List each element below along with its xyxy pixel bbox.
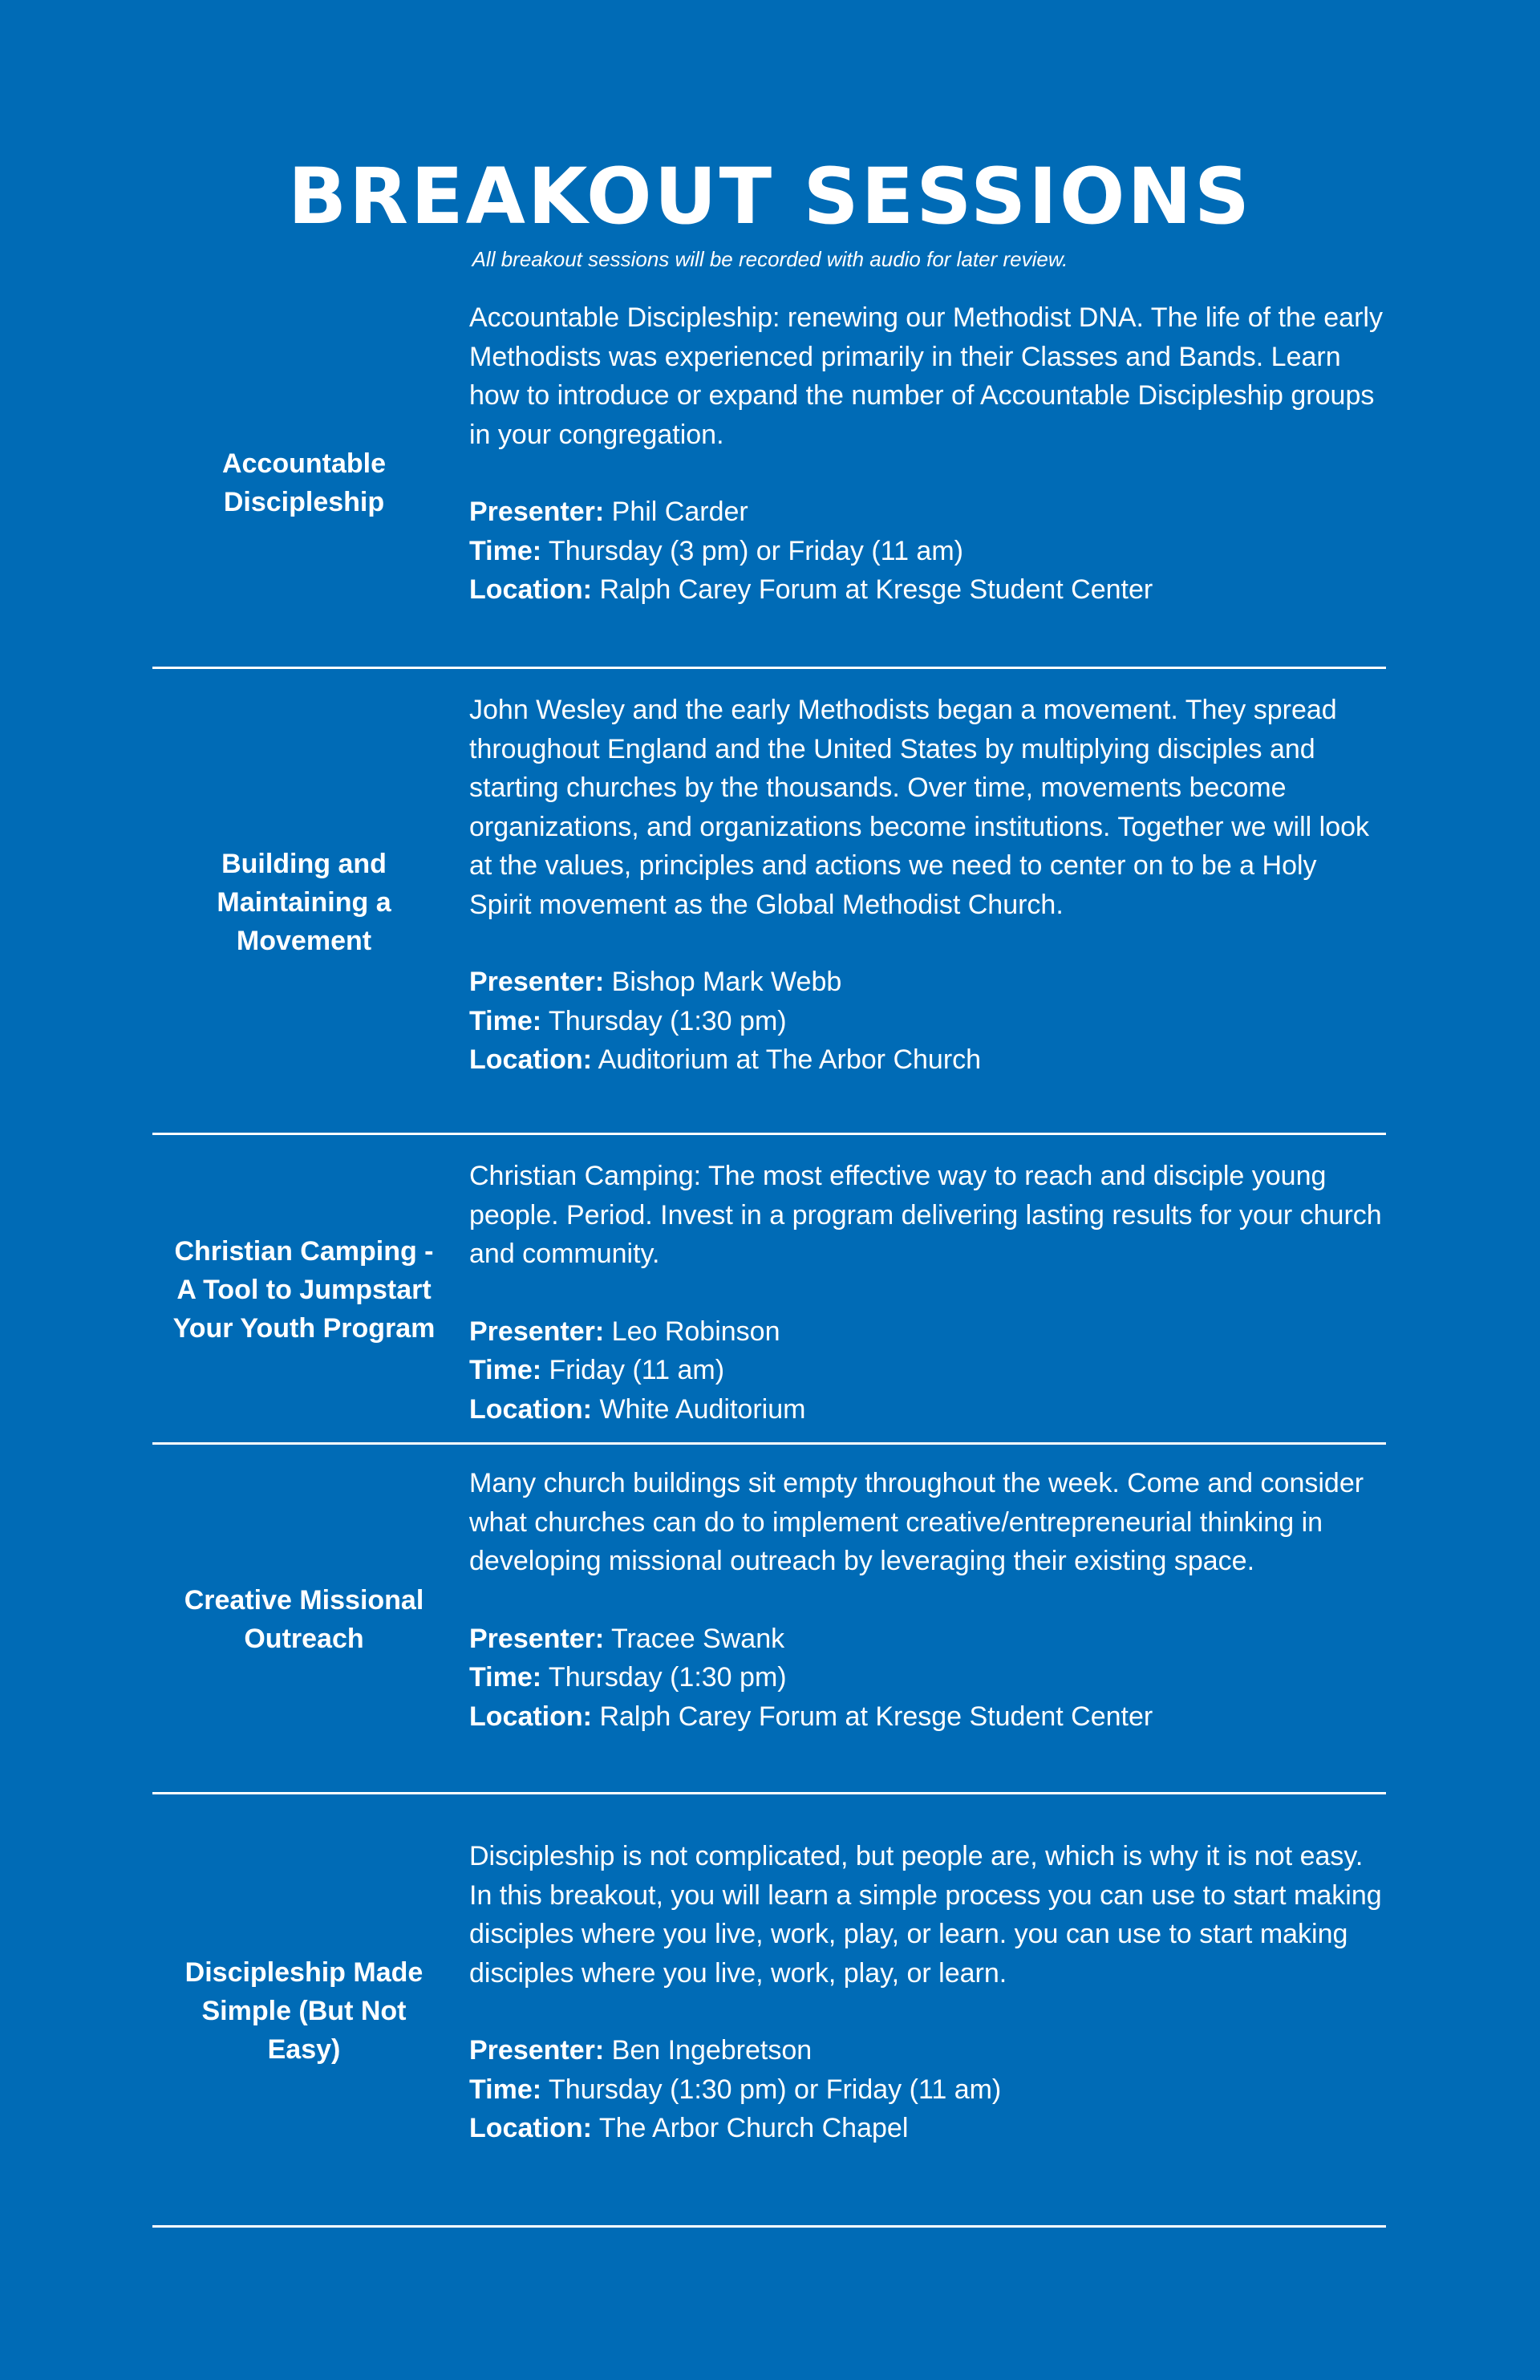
presenter-name: Tracee Swank [611,1623,785,1654]
presenter-name: Ben Ingebretson [611,2035,813,2066]
session-time: Thursday (1:30 pm) [548,1662,787,1693]
session-description: John Wesley and the early Methodists began a movement. They spread throughout England and the United States by multiplying disciples and starting churches by the thousands. Over time, movements become organizations, and organizations become institutions. Together we will look at the values, principles and actions we need to center on to be a Holy Spirit movement as the Global Methodist Church. [469,695,1370,920]
location-label: Location: [469,1701,592,1732]
time-line [469,1658,1384,1697]
location-line [469,570,1384,610]
time-label: Time: [469,1355,542,1385]
sessions-list [152,297,1386,2228]
location-line [469,1040,1384,1080]
session-description: Christian Camping: The most effective way to reach and disciple young people. Period. Invest in a program delivering lasting results for your church and community. [469,1161,1382,1269]
presenter-label: Presenter: [469,1316,605,1347]
divider [152,2225,1386,2228]
time-label: Time: [469,1005,542,1036]
session-description: Accountable Discipleship: renewing our Methodist DNA. The life of the early Methodists was experienced primarily in their Classes and Bands. Learn how to introduce or expand the number of Accountable Discipleship groups in your congregation. [469,302,1383,450]
page-title: BREAKOUT SESSIONS [287,152,1252,241]
session-christian-camping [152,1135,1386,1445]
session-discipleship-made-simple [152,1794,1386,2228]
location-line [469,2109,1384,2148]
time-label: Time: [469,1662,542,1693]
session-location: White Auditorium [599,1393,806,1425]
time-line [469,1351,1384,1390]
session-location: Ralph Carey Forum at Kresge Student Center [599,1701,1153,1732]
session-title: Accountable Discipleship [221,448,387,517]
presenter-label: Presenter: [469,1623,605,1654]
session-time: Thursday (1:30 pm) or Friday (11 am) [548,2074,1002,2105]
presenter-name: Phil Carder [611,497,748,527]
presenter-label: Presenter: [469,497,605,527]
session-time: Thursday (3 pm) or Friday (11 am) [548,535,963,566]
location-label: Location: [469,1044,592,1075]
presenter-line [469,963,1384,1002]
session-title: Building and Maintaining a Movement [217,848,391,956]
presenter-line [469,1620,1384,1659]
location-label: Location: [469,574,592,605]
location-line [469,1390,1384,1429]
session-title: Discipleship Made Simple (But Not Easy) [184,1957,424,2065]
presenter-line [469,493,1384,532]
session-location: The Arbor Church Chapel [598,2113,909,2143]
time-line [469,532,1384,571]
location-line [469,1697,1384,1737]
session-building-movement [152,669,1386,1135]
location-label: Location: [469,2113,592,2143]
session-time: Thursday (1:30 pm) [548,1005,787,1036]
session-location: Auditorium at The Arbor Church [598,1044,982,1075]
presenter-line [469,1312,1384,1352]
presenter-label: Presenter: [469,967,605,997]
presenter-label: Presenter: [469,2035,605,2066]
session-creative-missional-outreach [152,1445,1386,1794]
presenter-name: Bishop Mark Webb [611,967,842,997]
session-title: Creative Missional Outreach [184,1585,424,1654]
session-title: Christian Camping - A Tool to Jumpstart Your Youth Program [172,1236,436,1344]
session-description: Many church buildings sit empty throughout the week. Come and consider what churches can do to implement creative/entrepreneurial thinking in developing missional outreach by leveraging their existing space. [469,1468,1364,1576]
time-label: Time: [469,2074,542,2105]
page-subtitle: All breakout sessions will be recorded with audio for later review. [472,247,1068,271]
location-label: Location: [469,1393,592,1425]
session-accountable-discipleship [152,297,1386,669]
time-line [469,1002,1384,1041]
presenter-name: Leo Robinson [611,1316,780,1347]
session-location: Ralph Carey Forum at Kresge Student Center [599,574,1153,605]
time-line [469,2070,1384,2110]
session-description: Discipleship is not complicated, but people are, which is why it is not easy. In this breakout, you will learn a simple process you can use to start making disciples where you live, work, play, or learn. you can use to start making disciples where you live, work, play, or learn. [469,1841,1382,1989]
presenter-line [469,2031,1384,2070]
session-time: Friday (11 am) [549,1355,725,1385]
time-label: Time: [469,535,542,566]
